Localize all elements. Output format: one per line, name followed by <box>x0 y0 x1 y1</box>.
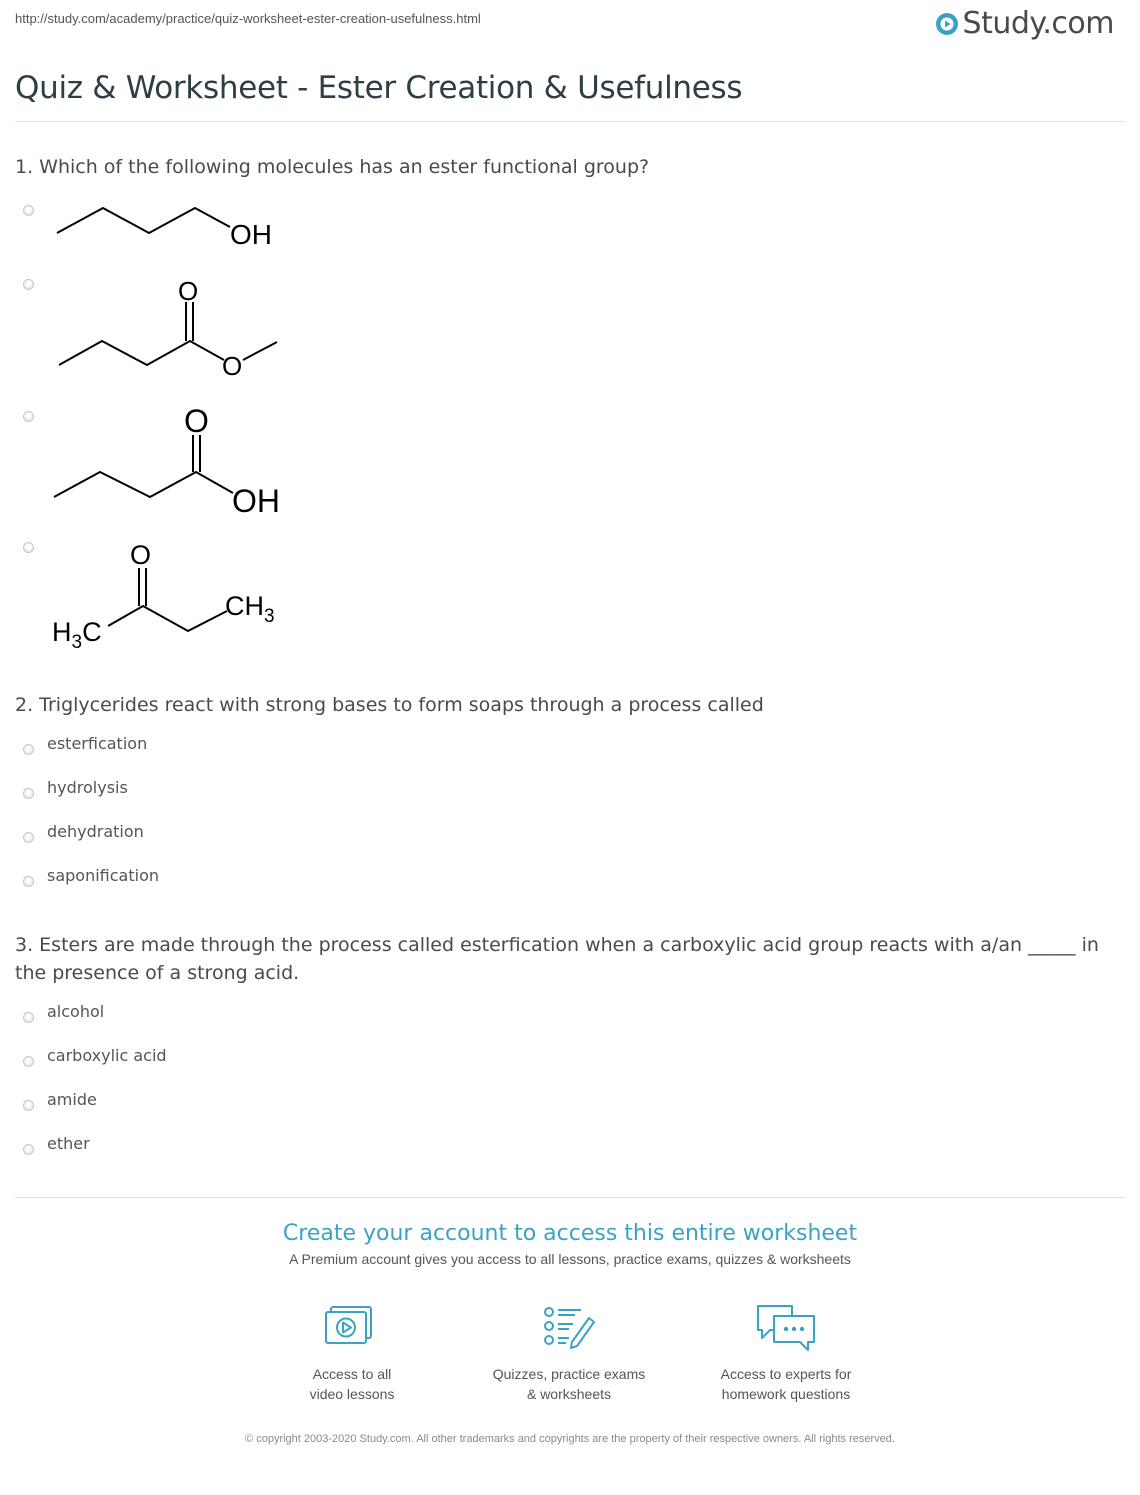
molecule-label: O <box>130 540 152 570</box>
q1-option-2[interactable] <box>23 279 34 290</box>
molecule-butanoic-acid <box>50 400 320 525</box>
title-divider <box>15 121 1125 122</box>
q1-option-1[interactable] <box>23 205 34 216</box>
radio-button[interactable] <box>23 744 34 755</box>
chat-bubbles-icon <box>754 1302 818 1354</box>
radio-button[interactable] <box>23 1056 34 1067</box>
feature-video-lessons <box>252 1302 452 1404</box>
option-label[interactable]: alcohol <box>47 1002 105 1021</box>
molecule-label: OH <box>232 483 280 519</box>
promo-title[interactable]: Create your account to access this entire worksheet <box>282 1221 858 1246</box>
molecule-label: OH <box>230 219 272 250</box>
feature-quizzes <box>469 1302 669 1404</box>
question-2: 2. Triglycerides react with strong bases to form soaps through a process called <box>15 694 764 716</box>
feature-line: homework questions <box>721 1386 851 1402</box>
promo-subtitle: A Premium account gives you access to all lessons, practice exams, quizzes & worksheets <box>289 1251 851 1267</box>
feature-experts <box>686 1302 886 1404</box>
radio-button[interactable] <box>23 832 34 843</box>
option-label[interactable]: ether <box>47 1134 90 1153</box>
radio-button[interactable] <box>23 1144 34 1155</box>
q3-option-4[interactable] <box>23 1134 90 1155</box>
logo-text: Study.com <box>962 6 1114 41</box>
question-1: 1. Which of the following molecules has an ester functional group? <box>15 156 650 178</box>
option-label[interactable]: esterfication <box>47 734 148 753</box>
option-label[interactable]: carboxylic acid <box>47 1046 167 1065</box>
q2-option-1[interactable] <box>23 734 148 755</box>
copyright-text: © copyright 2003-2020 Study.com. All other trademarks and copyrights are the property of their respective owners. All rights reserved. <box>245 1433 895 1445</box>
feature-line: Quizzes, practice exams <box>492 1366 646 1382</box>
radio-button[interactable] <box>23 788 34 799</box>
radio-button[interactable] <box>23 542 34 553</box>
radio-button[interactable] <box>23 205 34 216</box>
svg-text:CH3: $CH_3$ <box>225 591 275 627</box>
molecule-methyl-butanoate <box>50 275 310 385</box>
radio-button[interactable] <box>23 279 34 290</box>
option-label[interactable]: saponification <box>47 866 159 885</box>
play-logo-icon <box>935 12 959 36</box>
q1-option-4[interactable] <box>23 542 34 553</box>
feature-line: & worksheets <box>526 1386 612 1402</box>
video-lessons-icon <box>322 1302 382 1354</box>
page-title: Quiz & Worksheet - Ester Creation & Usefulness <box>15 70 743 106</box>
radio-button[interactable] <box>23 1100 34 1111</box>
q2-option-3[interactable] <box>23 822 144 843</box>
svg-text:H3C: $H_3C$ <box>52 617 102 653</box>
q2-option-4[interactable] <box>23 866 159 887</box>
radio-button[interactable] <box>23 1012 34 1023</box>
q3-option-3[interactable] <box>23 1090 97 1111</box>
promo-divider <box>15 1197 1125 1198</box>
feature-line: Access to all <box>312 1366 392 1382</box>
study-logo[interactable] <box>935 6 1114 41</box>
quiz-list-icon <box>539 1302 599 1354</box>
q1-option-3[interactable] <box>23 411 34 422</box>
option-label[interactable]: dehydration <box>47 822 144 841</box>
page-url[interactable]: http://study.com/academy/practice/quiz-worksheet-ester-creation-usefulness.html <box>15 11 481 26</box>
molecule-butanone <box>50 536 320 656</box>
feature-line: video lessons <box>309 1386 395 1402</box>
molecule-label: O <box>178 276 199 306</box>
q2-option-2[interactable] <box>23 778 128 799</box>
feature-line: Access to experts for <box>720 1366 852 1382</box>
option-label[interactable]: hydrolysis <box>47 778 128 797</box>
radio-button[interactable] <box>23 876 34 887</box>
molecule-label: O <box>184 403 209 439</box>
radio-button[interactable] <box>23 411 34 422</box>
q3-option-2[interactable] <box>23 1046 167 1067</box>
molecule-label: O <box>222 351 243 381</box>
q3-option-1[interactable] <box>23 1002 105 1023</box>
question-3: 3. Esters are made through the process called esterfication when a carboxylic acid group reacts with a/an _____ in the presence of a strong acid. <box>15 934 1099 984</box>
molecule-butanol <box>50 195 310 255</box>
option-label[interactable]: amide <box>47 1090 97 1109</box>
